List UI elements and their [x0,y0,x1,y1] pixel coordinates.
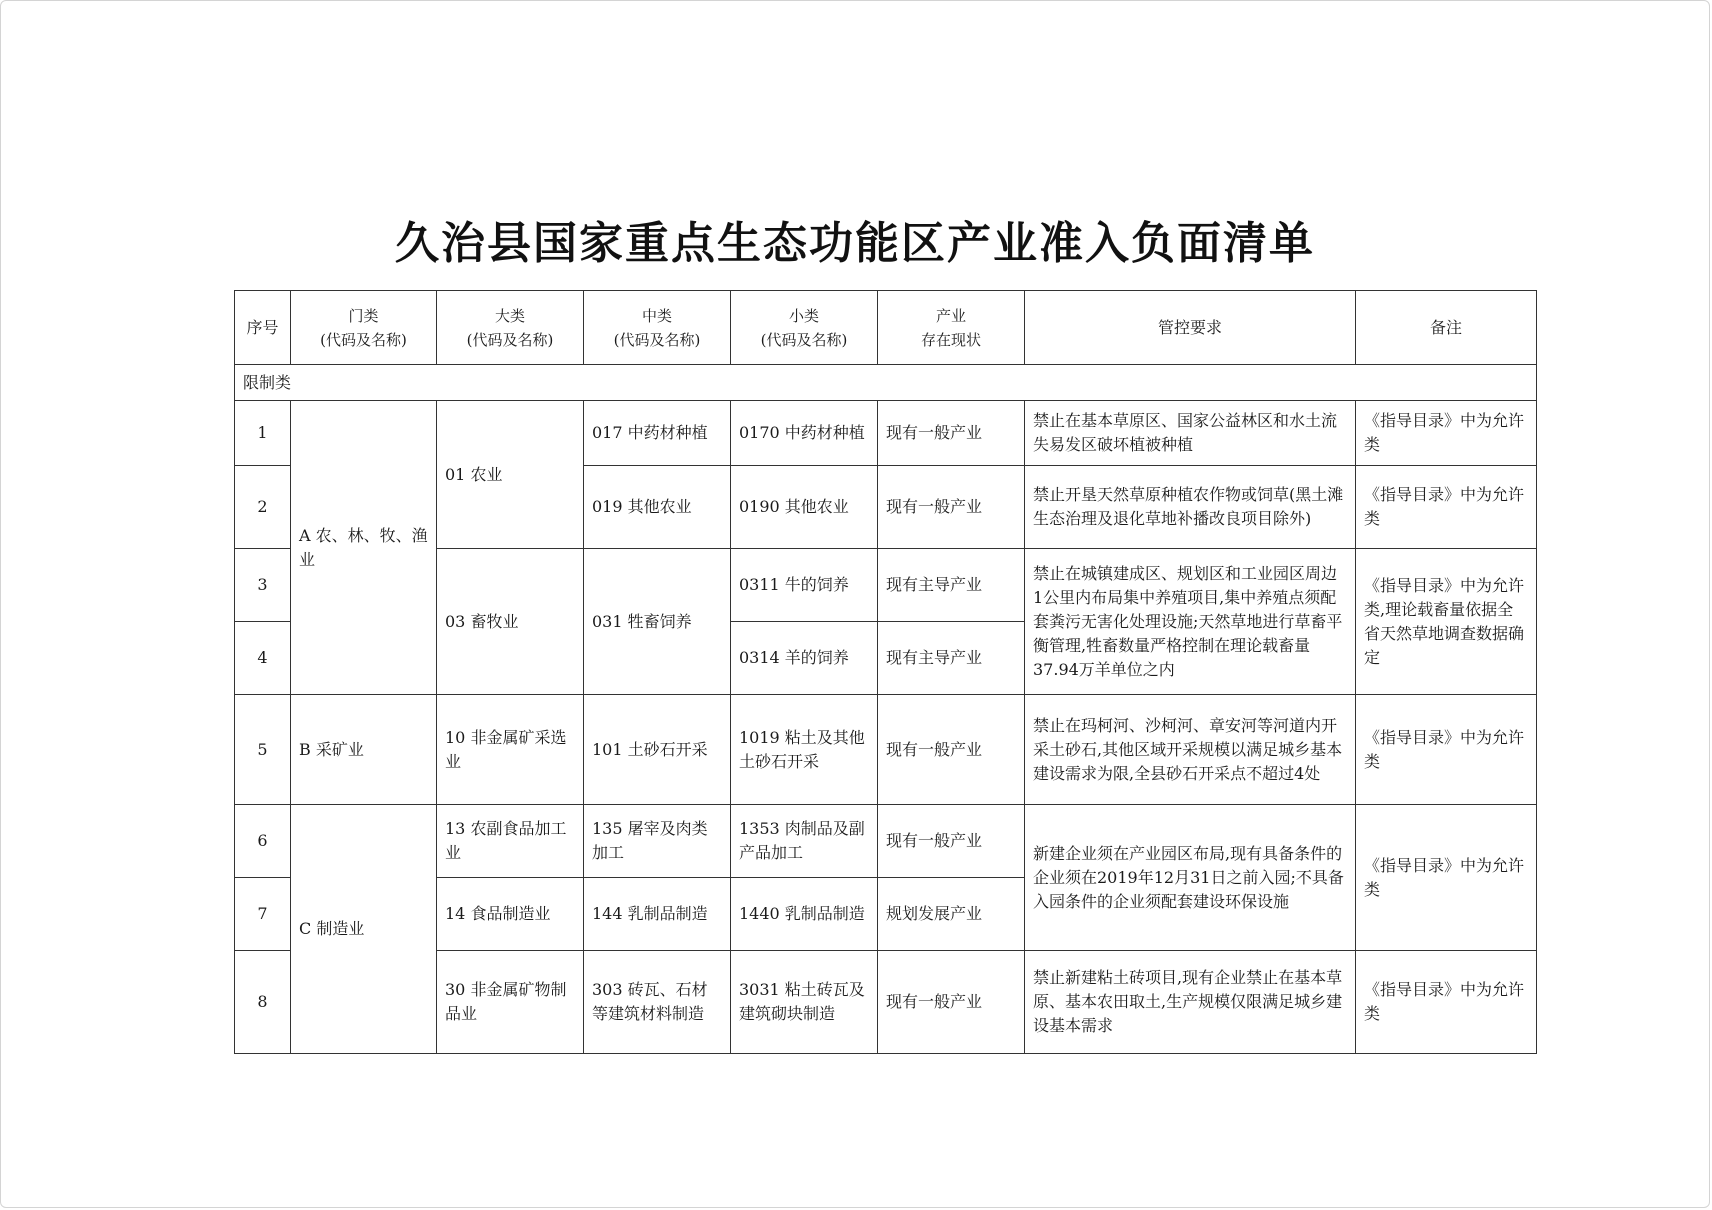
status-cell: 现有一般产业 [878,466,1025,549]
header-minor-title: 小类 [788,306,819,325]
status-cell: 规划发展产业 [878,878,1025,951]
control-cell: 禁止开垦天然草原种植农作物或饲草(黑土滩生态治理及退化草地补播改良项目除外) [1025,466,1356,549]
header-door-sub: (代码及名称) [320,330,407,349]
note-cell: 《指导目录》中为允许类 [1356,951,1537,1054]
major-cell: 14 食品制造业 [437,878,584,951]
header-status-sub: 存在现状 [920,330,981,349]
control-cell: 禁止在玛柯河、沙柯河、章安河等河道内开采土砂石,其他区域开采规模以满足城乡基本建设需求为限,全县砂石开采点不超过4处 [1025,695,1356,805]
mid-cell: 017 中药材种植 [584,401,731,466]
note-cell: 《指导目录》中为允许类,理论载畜量依据全省天然草地调查数据确定 [1356,549,1537,695]
control-cell: 禁止新建粘土砖项目,现有企业禁止在基本草原、基本农田取土,生产规模仅限满足城乡建设基本需求 [1025,951,1356,1054]
header-status [878,291,1025,365]
mid-cell: 135 屠宰及肉类加工 [584,805,731,878]
minor-cell: 0314 羊的饲养 [731,622,878,695]
header-control: 管控要求 [1025,291,1356,365]
mid-cell: 303 砖瓦、石材等建筑材料制造 [584,951,731,1054]
row-seq: 5 [235,695,291,805]
mid-cell: 031 牲畜饲养 [584,549,731,695]
door-cell: A 农、林、牧、渔业 [291,401,437,695]
note-cell: 《指导目录》中为允许类 [1356,466,1537,549]
major-cell: 30 非金属矿物制品业 [437,951,584,1054]
minor-cell: 0170 中药材种植 [731,401,878,466]
control-cell: 禁止在城镇建成区、规划区和工业园区周边1公里内布局集中养殖项目,集中养殖点须配套粪污无害化处理设施;天然草地进行草畜平衡管理,牲畜数量严格控制在理论载畜量37.94万羊单位之内 [1025,549,1356,695]
status-cell: 现有主导产业 [878,549,1025,622]
header-status-title: 产业 [935,306,966,325]
mid-cell: 019 其他农业 [584,466,731,549]
minor-cell: 3031 粘土砖瓦及建筑砌块制造 [731,951,878,1054]
header-seq: 序号 [235,291,291,365]
note-cell: 《指导目录》中为允许类 [1356,805,1537,951]
minor-cell: 1440 乳制品制造 [731,878,878,951]
note-cell: 《指导目录》中为允许类 [1356,695,1537,805]
header-door-title: 门类 [348,306,379,325]
row-seq: 2 [235,466,291,549]
row-seq: 1 [235,401,291,466]
table-row [235,401,1537,466]
status-cell: 现有主导产业 [878,622,1025,695]
door-cell: C 制造业 [291,805,437,1054]
header-mid [584,291,731,365]
minor-cell: 0190 其他农业 [731,466,878,549]
row-seq: 7 [235,878,291,951]
header-note: 备注 [1356,291,1537,365]
category-label: 限制类 [235,365,1537,401]
document-title: 久治县国家重点生态功能区产业准入负面清单 [395,218,1315,269]
row-seq: 3 [235,549,291,622]
header-major-title: 大类 [494,306,525,325]
door-cell: B 采矿业 [291,695,437,805]
header-row [235,291,1537,365]
status-cell: 现有一般产业 [878,805,1025,878]
status-cell: 现有一般产业 [878,951,1025,1054]
status-cell: 现有一般产业 [878,401,1025,466]
row-seq: 4 [235,622,291,695]
minor-cell: 0311 牛的饲养 [731,549,878,622]
table-row [235,695,1537,805]
header-minor-sub: (代码及名称) [760,330,848,349]
mid-cell: 101 土砂石开采 [584,695,731,805]
mid-cell: 144 乳制品制造 [584,878,731,951]
major-cell: 10 非金属矿采选业 [437,695,584,805]
major-cell: 13 农副食品加工业 [437,805,584,878]
control-cell: 禁止在基本草原区、国家公益林区和水土流失易发区破坏植被种植 [1025,401,1356,466]
major-cell: 01 农业 [437,401,584,549]
minor-cell: 1353 肉制品及副产品加工 [731,805,878,878]
header-door [291,291,437,365]
negative-list-table [234,290,1537,1054]
header-mid-title: 中类 [641,306,672,325]
row-seq: 8 [235,951,291,1054]
control-cell: 新建企业须在产业园区布局,现有具备条件的企业须在2019年12月31日之前入园;不具备入园条件的企业须配套建设环保设施 [1025,805,1356,951]
header-minor [731,291,878,365]
note-cell: 《指导目录》中为允许类 [1356,401,1537,466]
row-seq: 6 [235,805,291,878]
major-cell: 03 畜牧业 [437,549,584,695]
table-row [235,805,1537,878]
category-row [235,365,1537,401]
minor-cell: 1019 粘土及其他土砂石开采 [731,695,878,805]
header-mid-sub: (代码及名称) [613,330,701,349]
header-major-sub: (代码及名称) [466,330,554,349]
header-major [437,291,584,365]
status-cell: 现有一般产业 [878,695,1025,805]
